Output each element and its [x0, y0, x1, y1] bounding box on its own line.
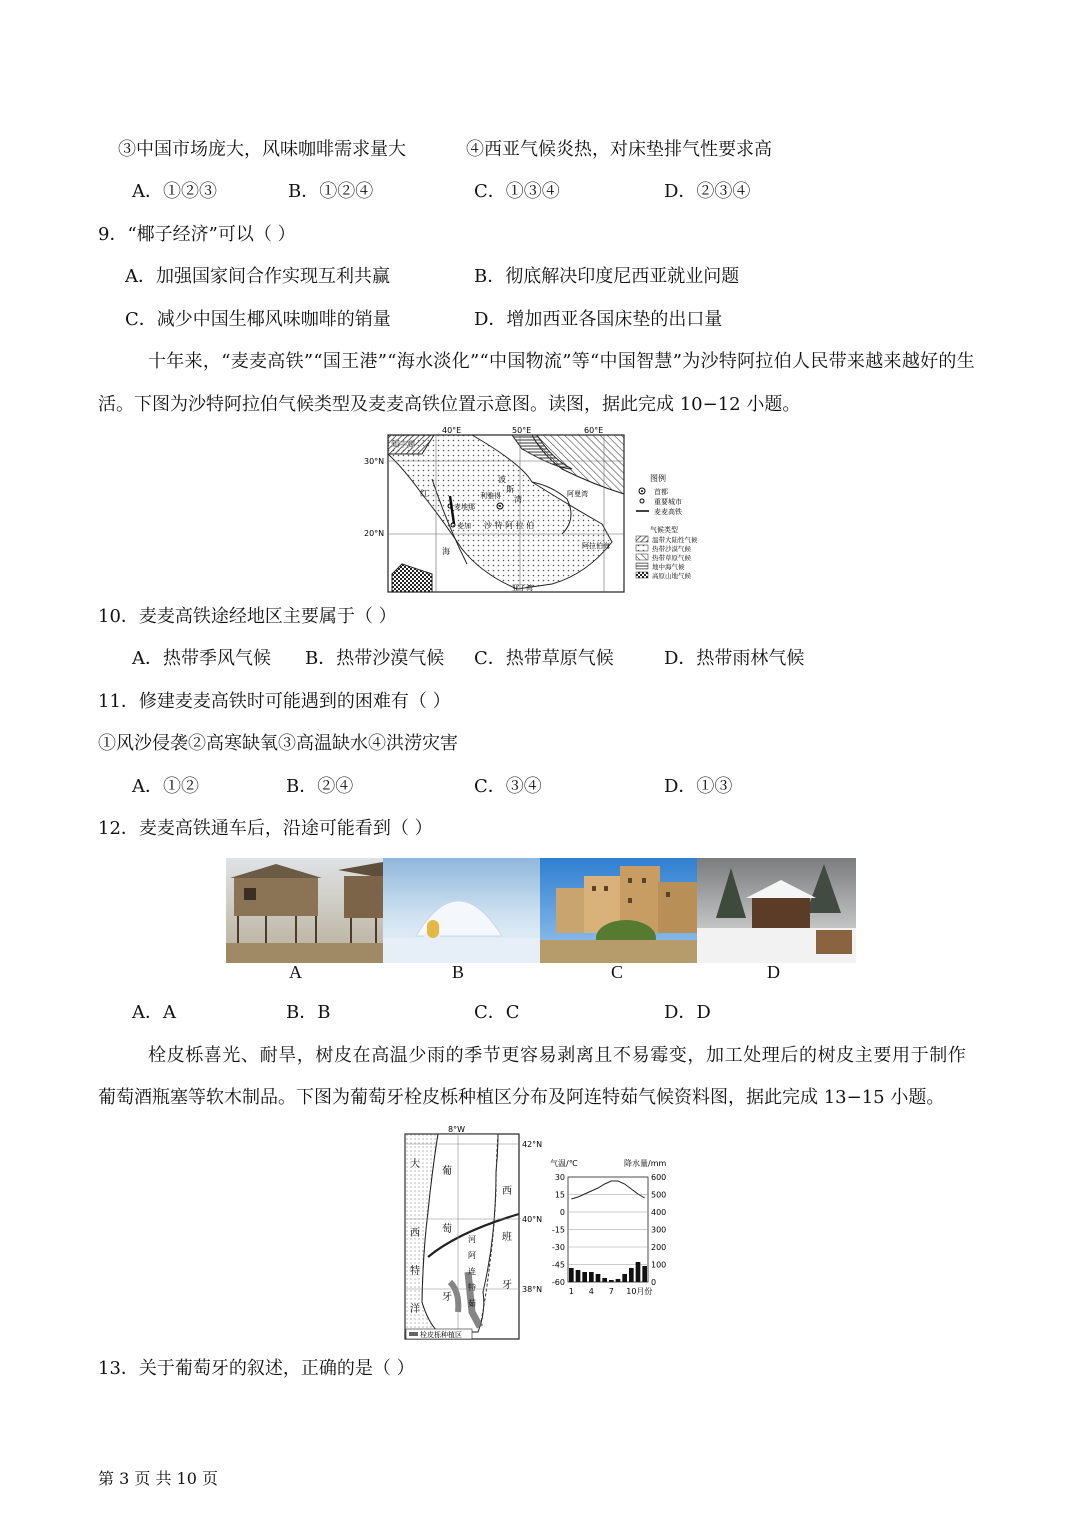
q8-option-a: A．①②③ [132, 181, 217, 202]
q9-option-d: D．增加西亚各国床垫的出口量 [474, 309, 723, 330]
label-lian: 连 [468, 1267, 476, 1276]
map1-lon-60e: 60°E [584, 426, 604, 435]
legend-tropical-desert: 热带沙漠气候 [652, 545, 691, 553]
q11-option-b: B．②④ [286, 776, 354, 797]
month-tick-label: 4 [588, 1287, 594, 1296]
label-persian-3: 湾 [514, 495, 522, 504]
legend-temperate-continental: 温带大陆性气候 [652, 536, 698, 544]
photo-label-c: C [611, 962, 624, 982]
map2-lat-38n: 38°N [522, 1285, 543, 1294]
label-a: 阿 [468, 1251, 476, 1260]
month-tick-label: 10月份 [626, 1287, 653, 1296]
passage1-line2: 活。下图为沙特阿拉伯气候类型及麦麦高铁位置示意图。读图，据此完成 10−12 小题。 [98, 394, 801, 415]
q12-option-a: A．A [132, 1002, 176, 1023]
temp-tick-label: 15 [554, 1190, 565, 1200]
precip-bar [636, 1262, 641, 1282]
alentejo-climate-chart [550, 1158, 666, 1296]
label-ru: 茹 [468, 1299, 476, 1308]
q11-option-a: A．①② [132, 776, 199, 797]
passage1-line1: 十年来，“麦麦高铁”“国王港”“海水淡化”“中国物流”等“中国智慧”为沙特阿拉伯人民带来越来越好的生 [148, 351, 976, 372]
label-red-sea-1: 红 [420, 489, 428, 498]
legend-major-city: 重要城市 [654, 498, 682, 506]
q12-stem: 12．麦麦高铁通车后，沿途可能看到（ ） [98, 818, 433, 839]
page-footer: 第 3 页 共 10 页 [98, 1469, 218, 1488]
precip-bar [589, 1272, 594, 1282]
label-ya-2: 牙 [442, 1292, 452, 1303]
label-te: 特 [410, 1266, 420, 1277]
passage2-line2: 葡萄酒瓶塞等软木制品。下图为葡萄牙栓皮栎种植区分布及阿连特茹气候资料图，据此完成 13−15 小题。 [98, 1087, 945, 1108]
q8-option-d: D．②③④ [664, 181, 751, 202]
label-gulf-of-aden: 亚丁湾 [512, 584, 533, 592]
q10-option-d: D．热带雨林气候 [664, 648, 805, 669]
q9-stem: 9．“椰子经济”可以（ ） [98, 224, 296, 245]
legend-cork-zone: 栓皮栎种植区 [420, 1331, 462, 1339]
climate-temp-axis-label: 气温/℃ [550, 1159, 578, 1168]
label-te-2: 特 [468, 1283, 476, 1292]
photo-label-a: A [289, 962, 302, 982]
label-xi: 西 [502, 1186, 512, 1197]
q9-option-c: C．减少中国生椰风味咖啡的销量 [125, 309, 391, 330]
map1-lat-30n: 30°N [364, 457, 385, 466]
precip-bar [576, 1270, 581, 1282]
label-pu: 葡 [442, 1166, 452, 1177]
photo-b-igloo [383, 858, 540, 963]
photo-a-stilt-houses [226, 858, 383, 963]
q10-option-b: B．热带沙漠气候 [305, 648, 445, 669]
month-tick-label: 7 [608, 1287, 614, 1296]
precip-bar [569, 1268, 574, 1282]
label-he: 河 [468, 1235, 476, 1244]
label-red-sea-2: 海 [442, 547, 450, 556]
precip-bar [582, 1272, 587, 1282]
legend-tropical-savanna: 热带草原气候 [652, 554, 691, 562]
temp-tick-label: 30 [554, 1173, 565, 1182]
precip-bar [609, 1280, 614, 1282]
q11-option-d: D．①③ [664, 776, 733, 797]
q12-photo-strip [226, 858, 856, 963]
temp-tick-label: -30 [551, 1243, 565, 1252]
q12-option-d: D．D [664, 1002, 711, 1023]
map1-lat-20n: 20°N [364, 529, 385, 538]
temp-tick-label: -45 [551, 1260, 565, 1270]
legend-climate-title: 气候类型 [650, 526, 678, 534]
q11-list: ①风沙侵袭②高寒缺氧③高温缺水④洪涝灾害 [98, 733, 458, 754]
legend-highland: 高原山地气候 [652, 572, 691, 580]
q11-option-c: C．③④ [474, 776, 542, 797]
temp-tick-label: 0 [559, 1208, 565, 1217]
q12-option-b: B．B [286, 1002, 331, 1023]
precip-bar [629, 1268, 634, 1282]
label-saudi-arabia: 沙 特 阿 拉 伯 [484, 521, 535, 530]
precip-bar [602, 1278, 607, 1282]
legend-mediterranean-climate: 地中海气候 [652, 563, 685, 571]
label-tao: 萄 [442, 1224, 452, 1235]
q8-statement-3: ③中国市场庞大，风味咖啡需求量大 [118, 139, 406, 160]
precip-bar [596, 1274, 601, 1282]
map2-lat-42n: 42°N [522, 1140, 543, 1149]
saudi-climate-map [362, 424, 742, 594]
precip-tick-label: 500 [651, 1190, 667, 1200]
label-gulf-of-oman: 阿曼湾 [567, 490, 588, 498]
photo-c-desert-buildings [540, 858, 697, 963]
precip-tick-label: 300 [651, 1225, 667, 1235]
climate-precip-axis-label: 降水量/mm [624, 1159, 667, 1168]
label-ban: 班 [502, 1232, 512, 1243]
label-persian-1: 波 [498, 475, 506, 484]
temp-tick-label: -60 [551, 1278, 565, 1287]
map2-lon-8w: 8°W [448, 1125, 465, 1134]
precip-tick-label: 400 [651, 1208, 667, 1217]
map1-lon-40e: 40°E [442, 426, 462, 435]
portugal-cork-map-and-climate-chart [398, 1122, 688, 1342]
q12-option-c: C．C [474, 1002, 520, 1023]
precip-tick-label: 0 [651, 1278, 657, 1287]
label-yang: 洋 [410, 1304, 420, 1315]
label-medina: 麦地那 [454, 503, 475, 511]
precip-bar [616, 1279, 621, 1282]
precip-bar [642, 1266, 647, 1282]
legend-railway: 麦麦高铁 [654, 508, 682, 516]
photo-label-b: B [452, 962, 465, 982]
q11-stem: 11．修建麦麦高铁时可能遇到的困难有（ ） [98, 691, 451, 712]
precip-tick-label: 600 [651, 1173, 667, 1182]
label-persian-2: 斯 [506, 485, 514, 494]
map2-lat-40n: 40°N [522, 1215, 543, 1224]
passage2-line1: 栓皮栎喜光、耐旱，树皮在高温少雨的季节更容易剥离且不易霉变，加工处理后的树皮主要用于制作 [148, 1045, 967, 1066]
photo-label-d: D [767, 962, 780, 982]
q13-stem: 13．关于葡萄牙的叙述，正确的是（ ） [98, 1358, 415, 1379]
precip-tick-label: 100 [651, 1260, 667, 1270]
q9-option-a: A．加强国家间合作实现互利共赢 [125, 266, 390, 287]
precip-tick-label: 200 [651, 1243, 667, 1252]
label-mediterranean: 地中海 [391, 440, 415, 449]
precip-bar [622, 1274, 627, 1282]
label-ya-1: 牙 [502, 1280, 512, 1291]
label-mecca: 麦加 [457, 522, 471, 530]
photo-d-snow-cabin [697, 858, 856, 963]
label-riyadh: 利雅得 [480, 492, 501, 500]
label-da: 大 [410, 1159, 420, 1170]
q10-stem: 10．麦麦高铁途经地区主要属于（ ） [98, 606, 397, 627]
temp-tick-label: -15 [551, 1225, 565, 1235]
month-tick-label: 1 [568, 1287, 574, 1296]
q10-option-c: C．热带草原气候 [474, 648, 614, 669]
q8-option-c: C．①③④ [474, 181, 560, 202]
q8-statement-4: ④西亚气候炎热，对床垫排气性要求高 [466, 139, 772, 160]
q9-option-b: B．彻底解决印度尼西亚就业问题 [474, 266, 740, 287]
map1-legend-title: 图例 [650, 474, 666, 483]
legend-capital: 首都 [654, 488, 668, 496]
label-xi-2: 西 [410, 1228, 420, 1239]
map1-lon-50e: 50°E [512, 426, 532, 435]
q10-option-a: A．热带季风气候 [132, 648, 271, 669]
label-arabian-sea: 阿拉伯海 [582, 542, 610, 550]
q8-option-b: B．①②④ [288, 181, 374, 202]
